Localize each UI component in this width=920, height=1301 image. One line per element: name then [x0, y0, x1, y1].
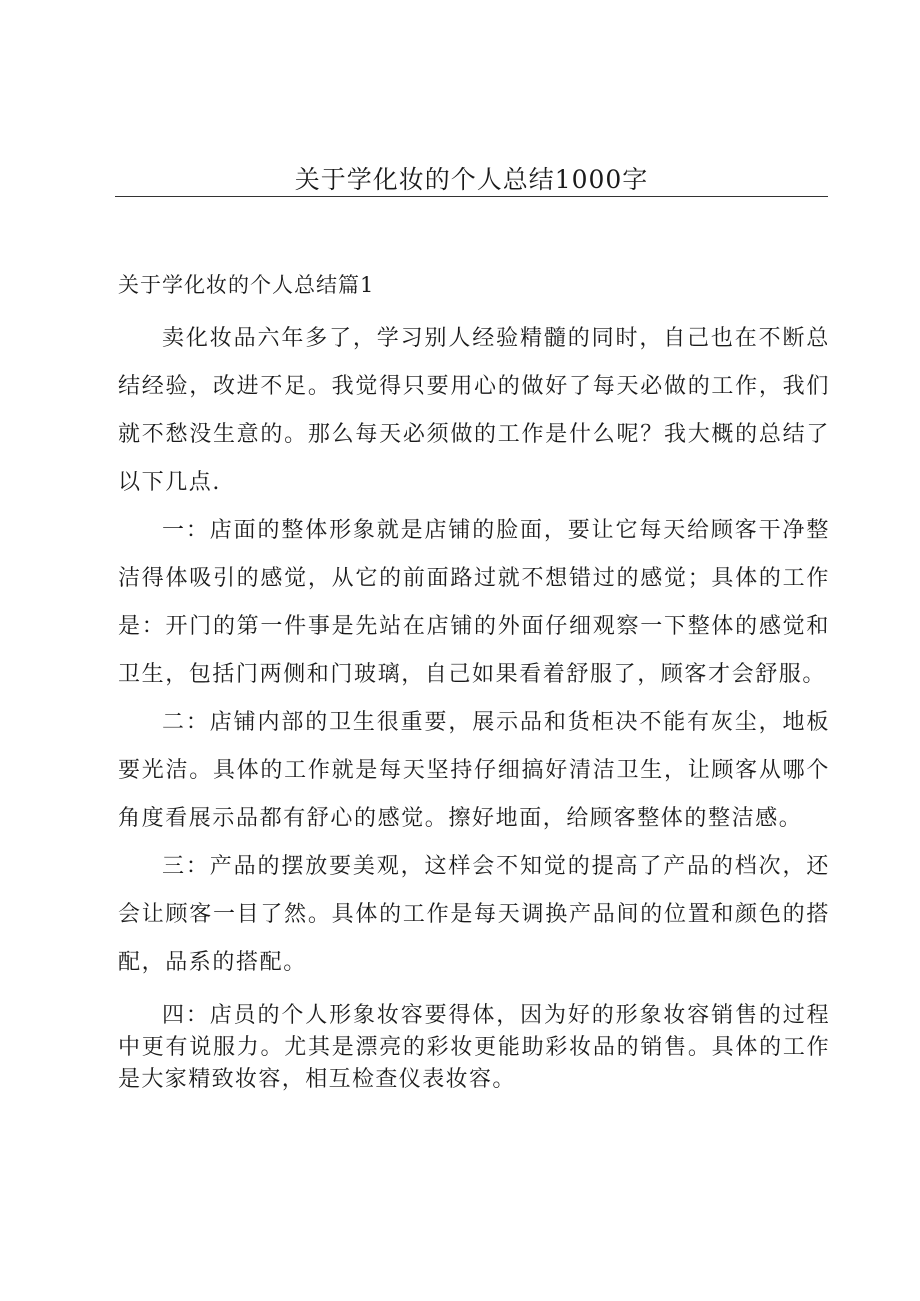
paragraph-point-1: 一：店面的整体形象就是店铺的脸面，要让它每天给顾客干净整洁得体吸引的感觉，从它的前面路过就不想错过的感觉；具体的工作是：开门的第一件事是先站在店铺的外面仔细观察一下整体的感觉和卫生，包括门两侧和门玻璃，自己如果看着舒服了，顾客才会舒服。	[118, 518, 830, 687]
paragraph-point-3: 三：产品的摆放要美观，这样会不知觉的提高了产品的档次，还会让顾客一目了然。具体的工作是每天调换产品间的位置和颜色的搭配，品系的搭配。	[118, 854, 830, 975]
section-heading: 关于学化妆的个人总结篇1	[118, 273, 375, 297]
document-title: 关于学化妆的个人总结1000字	[294, 165, 649, 194]
paragraph-intro: 卖化妆品六年多了，学习别人经验精髓的同时，自己也在不断总结经验，改进不足。我觉得只要用心的做好了每天必做的工作，我们就不愁没生意的。那么每天必须做的工作是什么呢？我大概的总结了以下几点.	[118, 326, 830, 495]
title-underline	[115, 196, 828, 197]
paragraph-point-2: 二：店铺内部的卫生很重要，展示品和货柜决不能有灰尘，地板要光洁。具体的工作就是每天坚持仔细搞好清洁卫生，让顾客从哪个角度看展示品都有舒心的感觉。擦好地面，给顾客整体的整洁感。	[118, 710, 830, 831]
paragraph-point-4: 四：店员的个人形象妆容要得体，因为好的形象妆容销售的过程中更有说服力。尤其是漂亮的彩妆更能助彩妆品的销售。具体的工作是大家精致妆容，相互检查仪表妆容。	[118, 1003, 830, 1092]
